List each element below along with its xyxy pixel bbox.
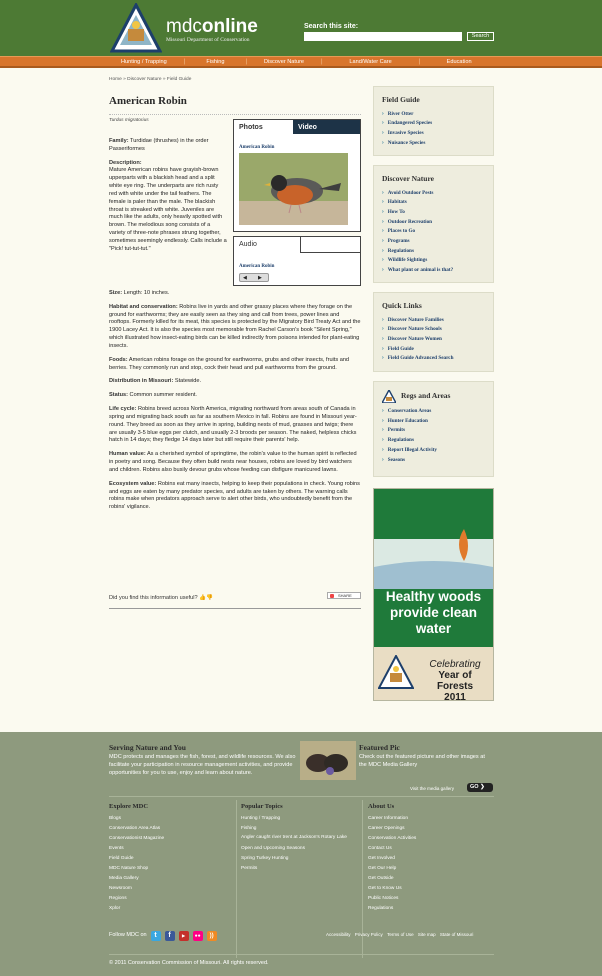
footer-divider [109, 796, 494, 797]
footer-link[interactable]: Career Information [368, 816, 408, 822]
nav-discover-nature[interactable]: Discover Nature [263, 59, 305, 65]
section-distribution [109, 378, 361, 386]
sidebar-link[interactable]: › Places to Go [382, 227, 485, 237]
section-text: Common summer resident. [129, 392, 197, 399]
sidebar-heading: Discover Nature [382, 174, 435, 183]
nav-separator: | [418, 59, 421, 65]
footer-link[interactable]: Media Gallery [109, 876, 139, 882]
sidebar-link[interactable]: › Outdoor Recreation [382, 218, 485, 228]
sidebar-link[interactable]: › Invasive Species [382, 129, 485, 139]
sidebar-link[interactable]: › How To [382, 208, 485, 218]
sidebar-link[interactable]: › Discover Nature Families [382, 316, 485, 326]
nav-separator: | [183, 59, 186, 65]
ad-forest-panel [374, 489, 493, 647]
sidebar-link[interactable]: › Wildlife Sightings [382, 256, 485, 266]
footer-legal-link[interactable]: Accessibility [326, 932, 351, 937]
footer-explore-column [109, 802, 229, 914]
footer-link[interactable]: Public Notices [368, 896, 399, 902]
tab-photos[interactable]: Photos [234, 120, 293, 134]
mdc-logo-icon[interactable] [110, 3, 162, 53]
play-icon[interactable]: ▶ [258, 275, 262, 281]
section-label: Habitat and conservation: [109, 303, 178, 310]
footer-serving-title: Serving Nature and You [109, 743, 186, 752]
robin-photo[interactable] [239, 153, 348, 225]
sidebar-link[interactable]: › Avoid Outdoor Pests [382, 189, 485, 199]
section-label: Ecosystem value: [109, 480, 157, 487]
tab-video[interactable]: Video [293, 120, 360, 134]
section-human-value [109, 451, 361, 474]
article-body [109, 290, 361, 518]
sidebar-link[interactable]: › Programs [382, 237, 485, 247]
footer-column-title: Popular Topics [241, 803, 283, 810]
footer-link[interactable]: Conservation Area Atlas [109, 826, 161, 832]
sidebar-link[interactable]: › Conservation Areas [382, 407, 485, 417]
sidebar-link[interactable]: › Seasons [382, 456, 485, 466]
footer-link[interactable]: Xplor [109, 906, 121, 912]
sidebar-heading-text: Regs and Areas [401, 391, 451, 401]
site-footer [0, 732, 602, 976]
nav-education[interactable]: Education [446, 59, 472, 65]
follow-text: Follow MDC on [109, 932, 147, 939]
sidebar-link[interactable]: › Endangered Species [382, 119, 485, 129]
section-text: As a cherished symbol of springtime, the robin's value to the human spirit is reflected in poetry and song. Because they often build nests near houses, robins are loved by bird watchers and children. Robins also busily devour grubs whose feeding can disfigure manicured lawns. [109, 451, 357, 473]
sidebar-link[interactable]: › Report Illegal Activity [382, 446, 485, 456]
sidebar-quick-links [373, 292, 494, 372]
nav-separator: | [245, 59, 247, 65]
footer-link[interactable]: Open and Upcoming Seasons [241, 845, 305, 851]
section-text: Length: 10 inches. [123, 290, 170, 296]
footer-link[interactable]: Career Openings [368, 826, 405, 832]
footer-link[interactable]: Events [109, 846, 124, 852]
footer-link[interactable]: Blogs [109, 816, 121, 822]
sidebar-heading: Quick Links [382, 301, 422, 310]
search-button[interactable]: Search [467, 32, 494, 41]
logo-wordmark[interactable] [166, 17, 258, 36]
footer-featured-text: Check out the featured picture and other images at the MDC Media Gallery [359, 754, 485, 768]
footer-link[interactable]: Fishing [241, 826, 257, 832]
audio-caption: American Robin [239, 264, 275, 269]
sidebar-link[interactable]: › Permits [382, 426, 485, 436]
youtube-icon[interactable]: ▶ [179, 931, 189, 941]
ad-year-of-forests [374, 647, 493, 703]
intro-text [109, 138, 227, 260]
family-text: Turdidae (thrushes) in the order Passeriformes [109, 138, 209, 152]
nav-land-water-care[interactable]: Land/Water Care [349, 59, 392, 65]
section-label: Human value: [109, 451, 146, 458]
footer-legal-links [323, 932, 473, 938]
visit-gallery-text[interactable]: Visit the media gallery [410, 786, 454, 791]
audio-box [233, 236, 361, 286]
ad-headline: Healthy woods provide clean water [385, 589, 482, 636]
footer-about-column [368, 802, 488, 914]
description-label: Description: [109, 159, 142, 166]
audio-player[interactable] [239, 273, 269, 282]
footer-link[interactable]: Regions [109, 896, 127, 902]
nav-hunting[interactable]: Hunting / Trapping [121, 59, 167, 65]
section-text: Robins breed across North America, migrating northward from areas south of Canada in spring and migrating back south as far as southern Mexico in fall. Robins are found in Missouri year-round. They breed as soon as they arrive in spring, building nests of mud, grasses and twigs; there are usually 3-5 blue eggs per clutch, and usually 2-3 broods per season. The naked, helpless chicks hatch in 14 days; they fledge 14 days later but still require their parents' help. [109, 406, 357, 444]
sidebar-link[interactable]: › Discover Nature Women [382, 335, 485, 345]
facebook-icon[interactable]: f [165, 931, 175, 941]
footer-link[interactable]: Newsroom [109, 886, 132, 892]
forest-ad-banner[interactable] [373, 488, 494, 701]
logo-bold: online [201, 16, 258, 37]
section-size [109, 290, 361, 298]
useful-prompt [109, 595, 213, 603]
footer-link[interactable]: Get Involved [368, 856, 395, 862]
go-button[interactable] [467, 783, 493, 792]
sidebar-link[interactable]: › Discover Nature Schools [382, 325, 485, 335]
breadcrumb[interactable]: Home » Discover Nature » Field Guide [109, 77, 192, 82]
rewind-icon[interactable]: ◀ [243, 275, 247, 281]
sidebar-link[interactable]: › Field Guide [382, 345, 485, 355]
footer-divider [109, 954, 494, 955]
section-label: Size: [109, 290, 123, 296]
section-text: Robins eat many insects, helping to keep their populations in check. Young robins and eggs are eaten by many predator species, and adults are taken by others. The warning calls robins make when predators approach serve to alert other birds, who undoubtedly benefit from the robins' vigilance. [109, 480, 360, 511]
sidebar-regs-areas [373, 381, 494, 477]
featured-pic-thumbnail[interactable] [300, 741, 356, 780]
main-nav [0, 56, 602, 68]
tab-audio[interactable]: Audio [233, 236, 301, 253]
footer-link[interactable]: Angler caught river trent at Jackson's Rotary Lake [241, 835, 347, 841]
family-label: Family: [109, 138, 129, 144]
footer-link[interactable]: Spring Turkey Hunting [241, 855, 289, 861]
sidebar-link[interactable]: › What plant or animal is that? [382, 266, 485, 276]
footer-legal-link[interactable]: State of Missouri [439, 932, 474, 937]
ad-celebrating-text [419, 659, 491, 703]
sidebar-link[interactable]: › Regulations [382, 436, 485, 446]
section-status [109, 392, 361, 400]
section-label: Life cycle: [109, 406, 137, 413]
logo-subtitle: Missouri Department of Conservation [166, 37, 250, 43]
logo-prefix: mdc [166, 16, 202, 37]
footer-serving-text: MDC protects and manages the fish, forest, and wildlife resources. We also facilitate your participation in resource management activities, and provide opportunities for you to use, enjoy and learn about nature. [109, 754, 296, 776]
section-foods [109, 357, 361, 373]
search-input[interactable] [304, 32, 462, 41]
footer-column-divider [236, 800, 237, 958]
footer-legal-link[interactable]: Site map [417, 932, 436, 937]
sidebar-heading [382, 390, 485, 403]
footer-link[interactable]: Conservationist Magazine [109, 836, 165, 842]
section-label: Distribution in Missouri: [109, 378, 174, 385]
audio-divider [300, 252, 361, 253]
footer-link[interactable]: Get to Know Us [368, 886, 402, 892]
section-text: American robins forage on the ground for earthworms, grubs and other insects, fruits and berries. They commonly run and stop, cock their head and pull earthworms from the ground. [109, 356, 350, 371]
sidebar-heading: Field Guide [382, 95, 420, 104]
description-text: Mature American robins have grayish-brown upperparts with a blackish head and a split white eye ring. The underparts are rich rusty red with white under the tail feathers. The female is paler than the male. The blackish throat is streaked with white. Juveniles are much like the adults, only heavily spotted with brown. The melodious song consists of a variety of three-note phrases strung together, sometimes seemingly endlessly. Calls include a "Pick! tut-tut-tut." [109, 167, 227, 252]
section-text: Robins live in yards and other grassy places where they forage on the ground for earthworms; they are easily seen as they sing and call from trees, power lines and rooftops. Formerly killed for its meat, this species is protected by the Migratory Bird Treaty Act and the 1900 Lacey Act. It is also the species most memorable from Rachel Carson's book "Silent Spring," which illustrated how insect-eating birds can be killed indirectly from poisons intended for plant-eating insects. [109, 303, 361, 349]
footer-link[interactable]: Contact Us [368, 846, 392, 852]
footer-column-title: About Us [368, 803, 395, 810]
mdc-triangle-icon [382, 390, 396, 403]
rss-icon[interactable]: )) [207, 931, 217, 941]
photo-caption[interactable]: American Robin [239, 145, 275, 150]
footer-link[interactable]: Regulations [368, 906, 394, 912]
useful-text: Did you find this information useful? [109, 595, 198, 601]
ad-year-num: 2011 [444, 692, 466, 703]
footer-link[interactable]: Hunting / Trapping [241, 816, 281, 822]
page-title: American Robin [109, 94, 361, 115]
flickr-icon[interactable]: ●● [194, 933, 201, 939]
footer-link[interactable]: Get Outside [368, 876, 394, 882]
section-habitat [109, 304, 361, 351]
section-label: Foods: [109, 356, 128, 363]
go-label: GO [470, 784, 479, 790]
copyright: © 2011 Conservation Commission of Missouri. All rights reserved. [109, 960, 269, 966]
footer-legal-link[interactable]: Privacy Policy [354, 932, 383, 937]
footer-link[interactable]: Permits [241, 865, 258, 871]
nav-separator: | [321, 59, 323, 65]
search-label: Search this site: [304, 23, 359, 30]
sidebar-link[interactable]: › Field Guide Advanced Search [382, 354, 485, 364]
sidebar-link[interactable]: › Nuisance Species [382, 139, 485, 149]
footer-legal-link[interactable]: Terms of Use [387, 932, 414, 937]
share-button[interactable]: SHARE [327, 592, 361, 599]
mdc-logo-icon [378, 655, 414, 689]
footer-link[interactable]: Get Our Help [368, 866, 397, 872]
section-ecosystem-value [109, 481, 361, 512]
footer-featured-title: Featured Pic [359, 743, 400, 752]
section-label: Status: [109, 392, 128, 399]
ad-year: Year of Forests [436, 670, 474, 692]
footer-column-title: Explore MDC [109, 803, 149, 810]
sidebar-link[interactable]: › Habitats [382, 198, 485, 208]
nav-fishing[interactable]: Fishing [206, 59, 225, 65]
media-box [233, 119, 361, 232]
fish-jumping-illustration [374, 489, 493, 589]
content-divider [109, 608, 361, 609]
sidebar-field-guide [373, 86, 494, 156]
footer-link[interactable]: MDC Nature Shop [109, 866, 149, 872]
sidebar-link[interactable]: › River Otter [382, 110, 485, 120]
section-text: Statewide. [174, 378, 202, 385]
ad-celebrating: Celebrating [429, 659, 481, 670]
twitter-icon[interactable]: t [151, 931, 161, 941]
footer-popular-column [241, 802, 357, 874]
follow-bar [109, 931, 217, 941]
footer-link[interactable]: Field Guide [109, 856, 134, 862]
scientific-name: Turdus migratorius [109, 118, 149, 123]
sidebar-link[interactable]: › Hunter Education [382, 417, 485, 427]
sidebar-link[interactable]: › Regulations [382, 247, 485, 257]
section-life-cycle [109, 406, 361, 445]
footer-link[interactable]: Conservation Activities [368, 836, 417, 842]
thumbs-icon[interactable]: 👍👎 [199, 595, 214, 601]
arrow-right-icon: ❯ [480, 784, 485, 790]
site-header [0, 0, 602, 56]
sidebar-discover-nature [373, 165, 494, 283]
